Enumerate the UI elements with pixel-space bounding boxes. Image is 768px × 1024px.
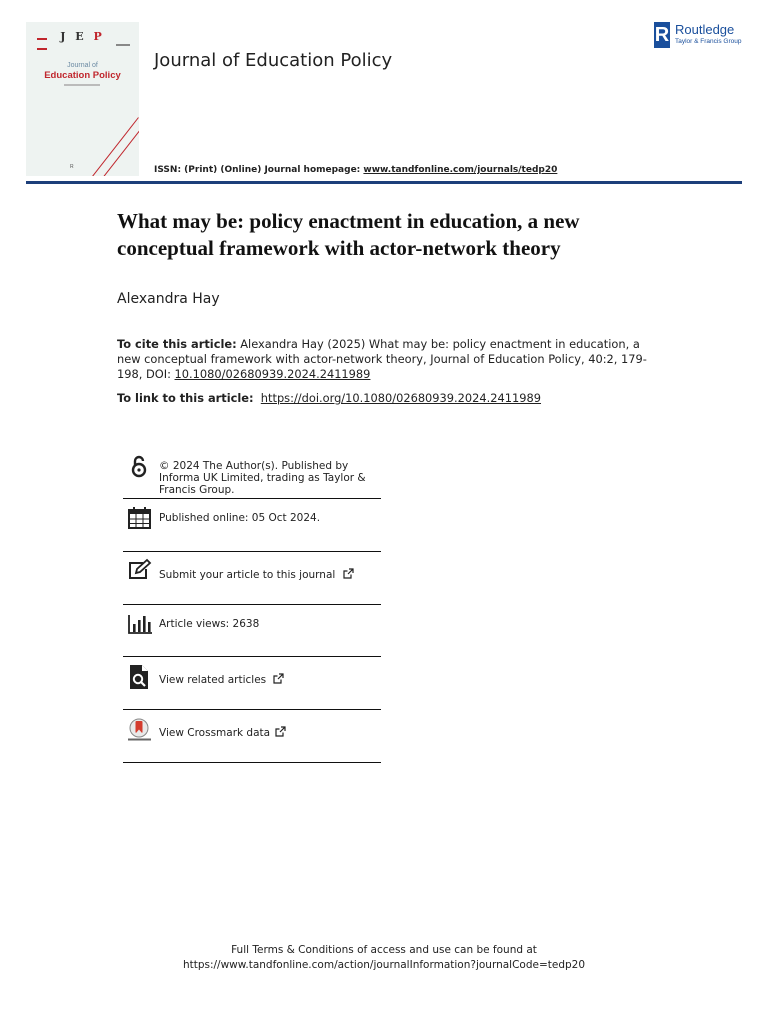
issn-line <box>154 165 557 175</box>
license-row <box>123 450 381 499</box>
article-doi-link[interactable]: https://doi.org/10.1080/02680939.2024.2411989 <box>260 391 542 405</box>
views-row <box>123 605 381 657</box>
cover-publisher-mark: R <box>70 164 74 170</box>
cover-stripe <box>90 117 139 176</box>
published-date: Published online: 05 Oct 2024. <box>159 512 321 524</box>
cover-subtitle: Journal of <box>67 62 98 69</box>
cover-rule <box>64 84 100 86</box>
license-text: © 2024 The Author(s). Published by Informa UK Limited, trading as Taylor & Francis Group. <box>159 460 366 496</box>
cover-title: Education Policy <box>44 70 121 81</box>
terms-line: Full Terms & Conditions of access and use can be found at <box>231 944 537 956</box>
routledge-r-icon: R <box>654 24 670 46</box>
crossmark-label: View Crossmark data <box>159 727 271 739</box>
edit-icon <box>127 558 153 584</box>
cover-letter-j: J <box>60 30 69 43</box>
external-link-icon <box>273 673 284 684</box>
open-access-icon <box>127 454 153 480</box>
link-label: To link to this article: <box>117 391 254 405</box>
article-views: Article views: 2638 <box>159 618 260 630</box>
submit-row[interactable] <box>123 552 381 605</box>
article-title: What may be: policy enactment in education, a new conceptual framework with actor-network theory <box>117 209 580 260</box>
publisher-name: Routledge <box>675 22 735 37</box>
published-row <box>123 499 381 552</box>
routledge-logo <box>654 22 746 50</box>
journal-cover-image <box>26 22 139 176</box>
external-link-icon <box>275 726 286 737</box>
citation-block <box>117 337 657 382</box>
article-link-line <box>117 391 541 405</box>
journal-title: Journal of Education Policy <box>154 50 393 71</box>
related-link[interactable] <box>159 673 383 686</box>
crossmark-link[interactable] <box>159 726 383 739</box>
cite-text: Alexandra Hay (2025) What may be: policy enactment in education, a new conceptual framework with actor-network theory, Journal of Education Policy, 40:2, 179-198, DOI: <box>117 337 647 381</box>
journal-homepage-link[interactable]: www.tandfonline.com/journals/tedp20 <box>363 165 558 175</box>
terms-url[interactable]: https://www.tandfonline.com/action/journalInformation?journalCode=tedp20 <box>182 958 586 971</box>
submit-link[interactable] <box>159 568 383 581</box>
external-link-icon <box>343 568 354 579</box>
publisher-group: Taylor & Francis Group <box>675 38 742 45</box>
article-author: Alexandra Hay <box>117 291 220 307</box>
cite-label: To cite this article: <box>117 337 237 351</box>
search-document-icon <box>127 664 153 690</box>
calendar-icon <box>127 505 153 531</box>
cover-mark-right <box>116 44 130 46</box>
cover-letter-p: P <box>93 30 105 43</box>
cite-doi-link[interactable]: 10.1080/02680939.2024.2411989 <box>174 367 371 381</box>
cover-acronym <box>26 30 139 43</box>
related-row[interactable] <box>123 657 381 710</box>
cover-letter-e: E <box>75 30 87 43</box>
crossmark-row[interactable] <box>123 710 381 763</box>
article-info-list <box>123 450 381 763</box>
related-label: View related articles <box>159 674 267 686</box>
issn-label: ISSN: (Print) (Online) Journal homepage: <box>154 165 361 175</box>
terms-footer <box>0 943 768 972</box>
crossmark-icon <box>127 717 153 743</box>
header-divider <box>26 181 742 184</box>
bar-chart-icon <box>127 611 153 637</box>
submit-label: Submit your article to this journal <box>159 569 336 581</box>
